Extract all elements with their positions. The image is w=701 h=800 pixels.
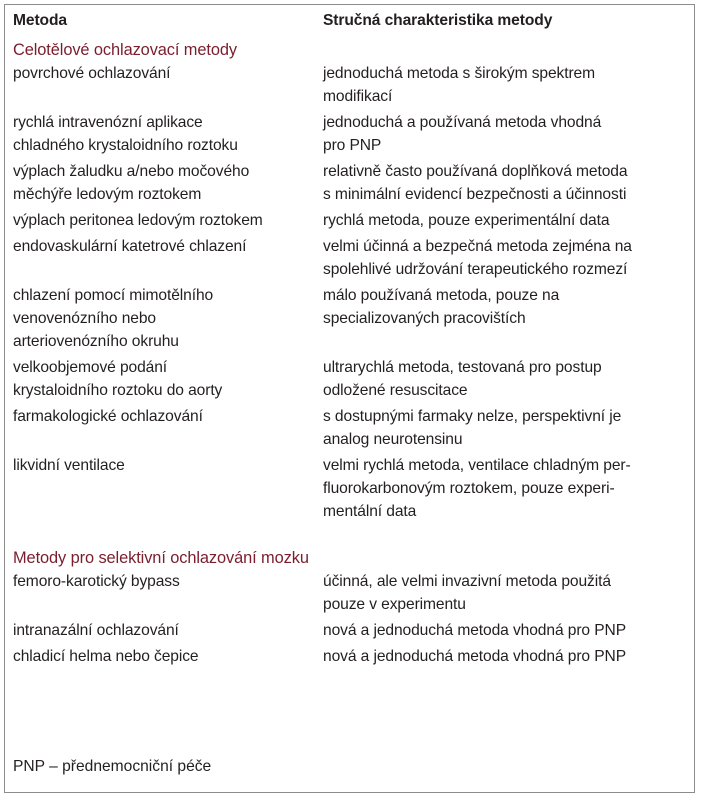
method-cell: [13, 356, 323, 402]
description-line: spolehlivé udržování terapeutického rozmezí: [323, 261, 628, 278]
method-line: chladicí helma nebo čepice: [13, 648, 199, 665]
method-cell: [13, 62, 323, 108]
table-row: [13, 356, 683, 402]
header-method: Metoda: [13, 12, 67, 29]
table-row: [13, 284, 683, 353]
description-line: jednoduchá metoda s širokým spektrem: [323, 65, 596, 82]
table-row: [13, 645, 683, 668]
method-line: měchýře ledovým roztokem: [13, 186, 202, 203]
method-line: venovenózního nebo: [13, 310, 156, 327]
description-cell: [323, 235, 683, 281]
description-line: fluorokarbonovým roztokem, pouze experi-: [323, 480, 615, 497]
method-cell: [13, 209, 323, 232]
header-description: Stručná charakteristika metody: [323, 12, 553, 29]
description-line: analog neurotensinu: [323, 431, 463, 448]
methods-table: [13, 9, 683, 668]
method-cell: [13, 570, 323, 616]
description-line: rychlá metoda, pouze experimentální data: [323, 212, 610, 229]
table-row: [13, 235, 683, 281]
method-cell: [13, 454, 323, 523]
description-line: ultrarychlá metoda, testovaná pro postup: [323, 359, 602, 376]
description-cell: [323, 454, 683, 523]
table-row: [13, 405, 683, 451]
method-cell: [13, 235, 323, 281]
description-line: pro PNP: [323, 137, 382, 154]
description-line: relativně často používaná doplňková metoda: [323, 163, 628, 180]
description-line: účinná, ale velmi invazivní metoda použitá: [323, 573, 611, 590]
method-line: chlazení pomocí mimotělního: [13, 287, 214, 304]
description-cell: [323, 160, 683, 206]
table-row: [13, 619, 683, 642]
table-row: [13, 62, 683, 108]
method-cell: [13, 111, 323, 157]
description-line: nová a jednoduchá metoda vhodná pro PNP: [323, 648, 626, 665]
description-line: málo používaná metoda, pouze na: [323, 287, 560, 304]
method-cell: [13, 405, 323, 451]
table-header: [13, 9, 683, 39]
method-cell: [13, 619, 323, 642]
section-title: Celotělové ochlazovací metody: [13, 41, 237, 59]
method-line: arteriovenózního okruhu: [13, 333, 179, 350]
method-cell: [13, 645, 323, 668]
method-line: krystaloidního roztoku do aorty: [13, 382, 223, 399]
table-row: [13, 160, 683, 206]
description-line: nová a jednoduchá metoda vhodná pro PNP: [323, 622, 626, 639]
description-cell: [323, 284, 683, 353]
footnote: PNP – přednemocniční péče: [13, 758, 212, 775]
description-line: s dostupnými farmaky nelze, perspektivní je: [323, 408, 622, 425]
description-line: s minimální evidencí bezpečnosti a účinnosti: [323, 186, 627, 203]
description-cell: [323, 62, 683, 108]
description-line: velmi účinná a bezpečná metoda zejména na: [323, 238, 632, 255]
method-line: chladného krystaloidního roztoku: [13, 137, 238, 154]
table-row: [13, 570, 683, 616]
table-row: [13, 209, 683, 232]
description-line: pouze v experimentu: [323, 596, 466, 613]
method-line: výplach peritonea ledovým roztokem: [13, 212, 263, 229]
description-line: modifikací: [323, 88, 393, 105]
description-cell: [323, 111, 683, 157]
description-line: specializovaných pracovištích: [323, 310, 526, 327]
description-line: jednoduchá a používaná metoda vhodná: [323, 114, 602, 131]
method-line: farmakologické ochlazování: [13, 408, 203, 425]
method-cell: [13, 284, 323, 353]
description-cell: [323, 619, 683, 642]
description-cell: [323, 405, 683, 451]
section-title: Metody pro selektivní ochlazování mozku: [13, 549, 309, 567]
method-line: intranazální ochlazování: [13, 622, 179, 639]
section-spacer: [13, 523, 683, 547]
description-cell: [323, 645, 683, 668]
method-line: rychlá intravenózní aplikace: [13, 114, 203, 131]
method-line: likvidní ventilace: [13, 457, 125, 474]
description-cell: [323, 209, 683, 232]
description-line: mentální data: [323, 503, 417, 520]
method-line: velkoobjemové podání: [13, 359, 168, 376]
description-line: odložené resuscitace: [323, 382, 468, 399]
description-line: velmi rychlá metoda, ventilace chladným per-: [323, 457, 631, 474]
table-row: [13, 111, 683, 157]
description-cell: [323, 570, 683, 616]
table-row: [13, 454, 683, 523]
method-line: povrchové ochlazování: [13, 65, 171, 82]
description-cell: [323, 356, 683, 402]
method-line: výplach žaludku a/nebo močového: [13, 163, 250, 180]
table-body: [13, 39, 683, 668]
method-line: femoro-karotický bypass: [13, 573, 180, 590]
method-line: endovaskulární katetrové chlazení: [13, 238, 247, 255]
method-cell: [13, 160, 323, 206]
